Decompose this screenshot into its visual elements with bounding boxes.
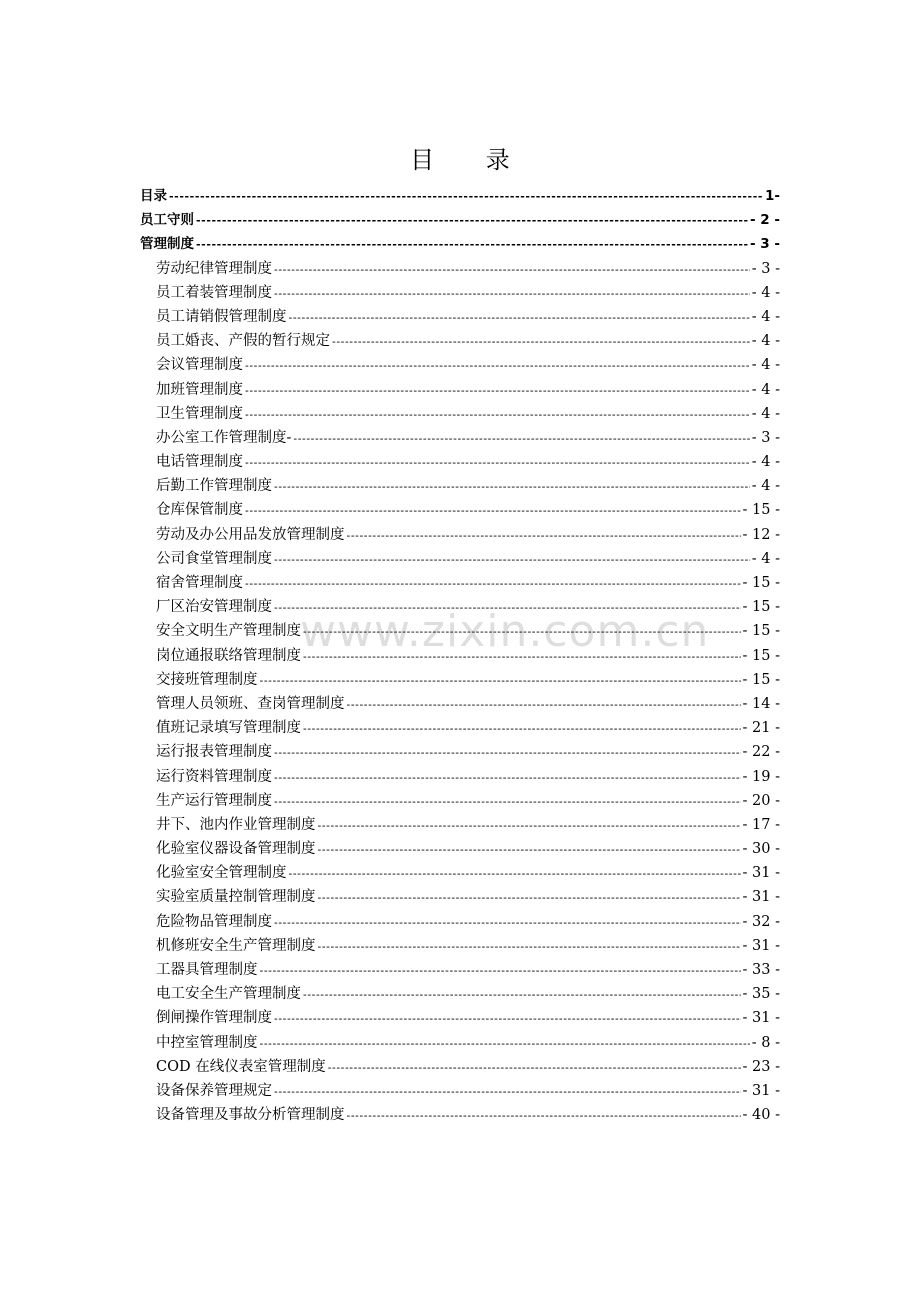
toc-entry-label: 员工着装管理制度 bbox=[156, 284, 272, 301]
toc-entry-page-number: - 31 - bbox=[742, 865, 780, 882]
toc-entry-label: 管理制度 bbox=[140, 236, 194, 253]
toc-entry[interactable] bbox=[140, 958, 780, 982]
toc-leader-dashes bbox=[245, 408, 750, 421]
toc-entry[interactable] bbox=[140, 257, 780, 281]
toc-leader-dashes bbox=[274, 553, 750, 566]
toc-entry-page-number: - 35 - bbox=[742, 986, 780, 1003]
table-of-contents bbox=[140, 184, 780, 1127]
toc-entry-label: 设备管理及事故分析管理制度 bbox=[156, 1107, 345, 1124]
toc-entry-label: 岗位通报联络管理制度 bbox=[156, 647, 301, 664]
toc-entry-page-number: - 4 - bbox=[751, 381, 780, 398]
toc-entry-page-number: - 19 - bbox=[742, 768, 780, 785]
toc-entry-page-number: - 4 - bbox=[751, 405, 780, 422]
toc-entry-page-number: - 4 - bbox=[751, 357, 780, 374]
toc-entry-page-number: - 8 - bbox=[751, 1034, 780, 1051]
toc-entry[interactable] bbox=[140, 885, 780, 909]
toc-entry-page-number: - 15 - bbox=[742, 671, 780, 688]
toc-leader-dashes bbox=[318, 891, 741, 904]
toc-entry-label: 员工婚丧、产假的暂行规定 bbox=[156, 333, 330, 350]
toc-leader-dashes bbox=[332, 335, 750, 348]
toc-leader-dashes bbox=[274, 287, 750, 300]
toc-entry[interactable] bbox=[140, 1031, 780, 1055]
toc-entry[interactable] bbox=[140, 1103, 780, 1127]
toc-leader-dashes bbox=[196, 214, 748, 227]
toc-entry-page-number: - 31 - bbox=[742, 937, 780, 954]
toc-leader-dashes bbox=[328, 1061, 741, 1074]
toc-leader-dashes bbox=[318, 819, 741, 832]
toc-leader-dashes bbox=[274, 795, 741, 808]
toc-entry-label: 值班记录填写管理制度 bbox=[156, 720, 301, 737]
toc-entry-page-number: - 15 - bbox=[742, 575, 780, 591]
toc-entry[interactable] bbox=[140, 426, 780, 450]
toc-leader-dashes bbox=[274, 746, 741, 759]
toc-entry-label: 员工守则 bbox=[140, 212, 194, 229]
toc-entry-page-number: - 32 - bbox=[742, 913, 780, 930]
toc-leader-dashes bbox=[260, 964, 741, 977]
toc-entry[interactable] bbox=[140, 789, 780, 813]
toc-leader-dashes bbox=[260, 674, 741, 687]
toc-entry[interactable] bbox=[140, 910, 780, 934]
toc-entry-page-number: - 31 - bbox=[742, 1010, 780, 1027]
toc-entry-page-number: - 15 - bbox=[742, 502, 780, 519]
toc-entry-page-number: - 40 - bbox=[742, 1107, 780, 1124]
toc-entry-page-number: - 17 - bbox=[742, 816, 780, 833]
toc-entry-page-number: - 31 - bbox=[742, 889, 780, 906]
toc-leader-dashes bbox=[169, 190, 763, 203]
toc-entry[interactable] bbox=[140, 1079, 780, 1103]
toc-entry-page-number: - 14 - bbox=[742, 695, 780, 712]
toc-entry-label: COD 在线仪表室管理制度 bbox=[156, 1058, 326, 1075]
toc-entry[interactable] bbox=[140, 765, 780, 789]
toc-entry-page-number: - 33 - bbox=[742, 962, 780, 978]
toc-entry-label: 宿舍管理制度 bbox=[156, 575, 243, 591]
toc-entry[interactable] bbox=[140, 523, 780, 547]
toc-leader-dashes bbox=[347, 529, 741, 542]
toc-leader-dashes bbox=[347, 1109, 741, 1122]
toc-entry-label: 劳动纪律管理制度 bbox=[156, 260, 272, 277]
toc-entry-label: 管理人员领班、查岗管理制度 bbox=[156, 695, 345, 712]
toc-entry-label: 运行报表管理制度 bbox=[156, 744, 272, 761]
toc-leader-dashes bbox=[303, 722, 741, 735]
toc-entry[interactable] bbox=[140, 498, 780, 522]
toc-entry[interactable] bbox=[140, 982, 780, 1006]
toc-entry[interactable] bbox=[140, 474, 780, 498]
toc-entry-label: 后勤工作管理制度 bbox=[156, 478, 272, 495]
toc-title: 目 录 bbox=[410, 146, 532, 174]
toc-entry[interactable] bbox=[140, 402, 780, 426]
toc-entry-label: 加班管理制度 bbox=[156, 381, 243, 398]
toc-entry-page-number: - 15 - bbox=[742, 623, 780, 640]
toc-entry-page-number: - 4 - bbox=[751, 308, 780, 325]
toc-entry-label: 会议管理制度 bbox=[156, 357, 243, 374]
toc-entry-label: 实验室质量控制管理制度 bbox=[156, 889, 316, 906]
toc-entry[interactable] bbox=[140, 813, 780, 837]
toc-entry[interactable] bbox=[140, 450, 780, 474]
toc-leader-dashes bbox=[274, 1085, 741, 1098]
toc-leader-dashes bbox=[245, 577, 741, 590]
toc-leader-dashes bbox=[318, 940, 741, 953]
toc-entry-page-number: - 30 - bbox=[742, 841, 780, 858]
toc-entry[interactable] bbox=[140, 281, 780, 305]
toc-entry[interactable] bbox=[140, 353, 780, 377]
toc-leader-dashes bbox=[196, 238, 748, 251]
toc-entry[interactable] bbox=[140, 934, 780, 958]
toc-entry[interactable] bbox=[140, 740, 780, 764]
toc-entry-label: 安全文明生产管理制度 bbox=[156, 623, 301, 640]
toc-entry-page-number: - 2 - bbox=[750, 212, 780, 229]
toc-entry[interactable] bbox=[140, 1055, 780, 1079]
toc-entry[interactable] bbox=[140, 619, 780, 643]
toc-leader-dashes bbox=[274, 480, 750, 493]
toc-entry-page-number: - 31 - bbox=[742, 1082, 780, 1099]
toc-entry-label: 劳动及办公用品发放管理制度 bbox=[156, 526, 345, 543]
toc-entry-page-number: - 22 - bbox=[742, 744, 780, 761]
toc-entry-page-number: - 20 - bbox=[742, 792, 780, 809]
toc-entry-page-number: - 4 - bbox=[751, 284, 780, 301]
toc-entry-label: 井下、池内作业管理制度 bbox=[156, 816, 316, 833]
toc-leader-dashes bbox=[245, 384, 750, 397]
toc-entry-label: 公司食堂管理制度 bbox=[156, 550, 272, 567]
toc-leader-dashes bbox=[347, 698, 741, 711]
toc-entry-label: 电话管理制度 bbox=[156, 454, 243, 471]
toc-entry-label: 倒闸操作管理制度 bbox=[156, 1010, 272, 1027]
toc-leader-dashes bbox=[289, 867, 741, 880]
toc-entry-page-number: - 3 - bbox=[750, 236, 780, 253]
toc-entry-label: 卫生管理制度 bbox=[156, 405, 243, 422]
toc-leader-dashes bbox=[245, 504, 741, 517]
toc-entry-page-number: - 4 - bbox=[751, 550, 780, 567]
toc-entry-label: 员工请销假管理制度 bbox=[156, 308, 287, 325]
toc-entry[interactable] bbox=[140, 668, 780, 692]
toc-entry-label: 中控室管理制度 bbox=[156, 1034, 258, 1051]
toc-entry-page-number: 1- bbox=[765, 188, 780, 204]
toc-leader-dashes bbox=[274, 263, 750, 276]
watermark: www.zixin.com.cn bbox=[300, 606, 710, 657]
toc-entry[interactable] bbox=[140, 861, 780, 885]
toc-entry-label: 机修班安全生产管理制度 bbox=[156, 937, 316, 954]
toc-entry[interactable] bbox=[140, 571, 780, 595]
toc-entry[interactable] bbox=[140, 595, 780, 619]
toc-entry[interactable] bbox=[140, 208, 780, 232]
toc-entry-page-number: - 21 - bbox=[742, 720, 780, 737]
toc-leader-dashes bbox=[303, 988, 741, 1001]
toc-entry-label: 厂区治安管理制度 bbox=[156, 599, 272, 616]
toc-entry-page-number: - 23 - bbox=[742, 1058, 780, 1075]
toc-entry-label: 仓库保管制度 bbox=[156, 502, 243, 519]
toc-entry-page-number: - 15 - bbox=[742, 647, 780, 664]
toc-leader-dashes bbox=[318, 843, 741, 856]
toc-entry-label: 目录 bbox=[140, 188, 167, 204]
toc-entry-label: 交接班管理制度 bbox=[156, 671, 258, 688]
toc-entry-label: 运行资料管理制度 bbox=[156, 768, 272, 785]
toc-leader-dashes bbox=[274, 771, 741, 784]
toc-entry-label: 电工安全生产管理制度 bbox=[156, 986, 301, 1003]
toc-entry-page-number: - 4 - bbox=[751, 333, 780, 350]
toc-entry-page-number: - 3 - bbox=[751, 260, 780, 277]
toc-entry[interactable] bbox=[140, 184, 780, 208]
toc-entry[interactable] bbox=[140, 644, 780, 668]
toc-leader-dashes bbox=[293, 432, 749, 445]
toc-entry[interactable] bbox=[140, 692, 780, 716]
toc-leader-dashes bbox=[245, 359, 750, 372]
toc-leader-dashes bbox=[245, 456, 750, 469]
toc-entry[interactable] bbox=[140, 378, 780, 402]
toc-entry-label: 办公室工作管理制度- bbox=[156, 429, 292, 446]
toc-entry-label: 化验室仪器设备管理制度 bbox=[156, 841, 316, 858]
toc-entry-page-number: - 3 - bbox=[751, 429, 780, 446]
toc-entry-page-number: - 4 - bbox=[751, 478, 780, 495]
toc-entry-page-number: - 15 - bbox=[742, 599, 780, 616]
toc-leader-dashes bbox=[274, 1012, 741, 1025]
toc-entry-label: 危险物品管理制度 bbox=[156, 913, 272, 930]
toc-entry-page-number: - 12 - bbox=[742, 526, 780, 543]
toc-entry[interactable] bbox=[140, 547, 780, 571]
toc-entry-label: 化验室安全管理制度 bbox=[156, 865, 287, 882]
toc-entry[interactable] bbox=[140, 1006, 780, 1030]
toc-entry-label: 设备保养管理规定 bbox=[156, 1082, 272, 1099]
toc-entry[interactable] bbox=[140, 837, 780, 861]
toc-entry[interactable] bbox=[140, 329, 780, 353]
toc-entry-page-number: - 4 - bbox=[751, 454, 780, 471]
toc-entry[interactable] bbox=[140, 232, 780, 256]
toc-leader-dashes bbox=[274, 601, 741, 614]
toc-entry[interactable] bbox=[140, 305, 780, 329]
toc-entry-label: 生产运行管理制度 bbox=[156, 792, 272, 809]
toc-entry[interactable] bbox=[140, 716, 780, 740]
toc-leader-dashes bbox=[303, 650, 741, 663]
toc-leader-dashes bbox=[274, 916, 741, 929]
toc-leader-dashes bbox=[289, 311, 750, 324]
toc-leader-dashes bbox=[303, 625, 741, 638]
toc-leader-dashes bbox=[260, 1037, 750, 1050]
toc-entry-label: 工器具管理制度 bbox=[156, 962, 258, 978]
